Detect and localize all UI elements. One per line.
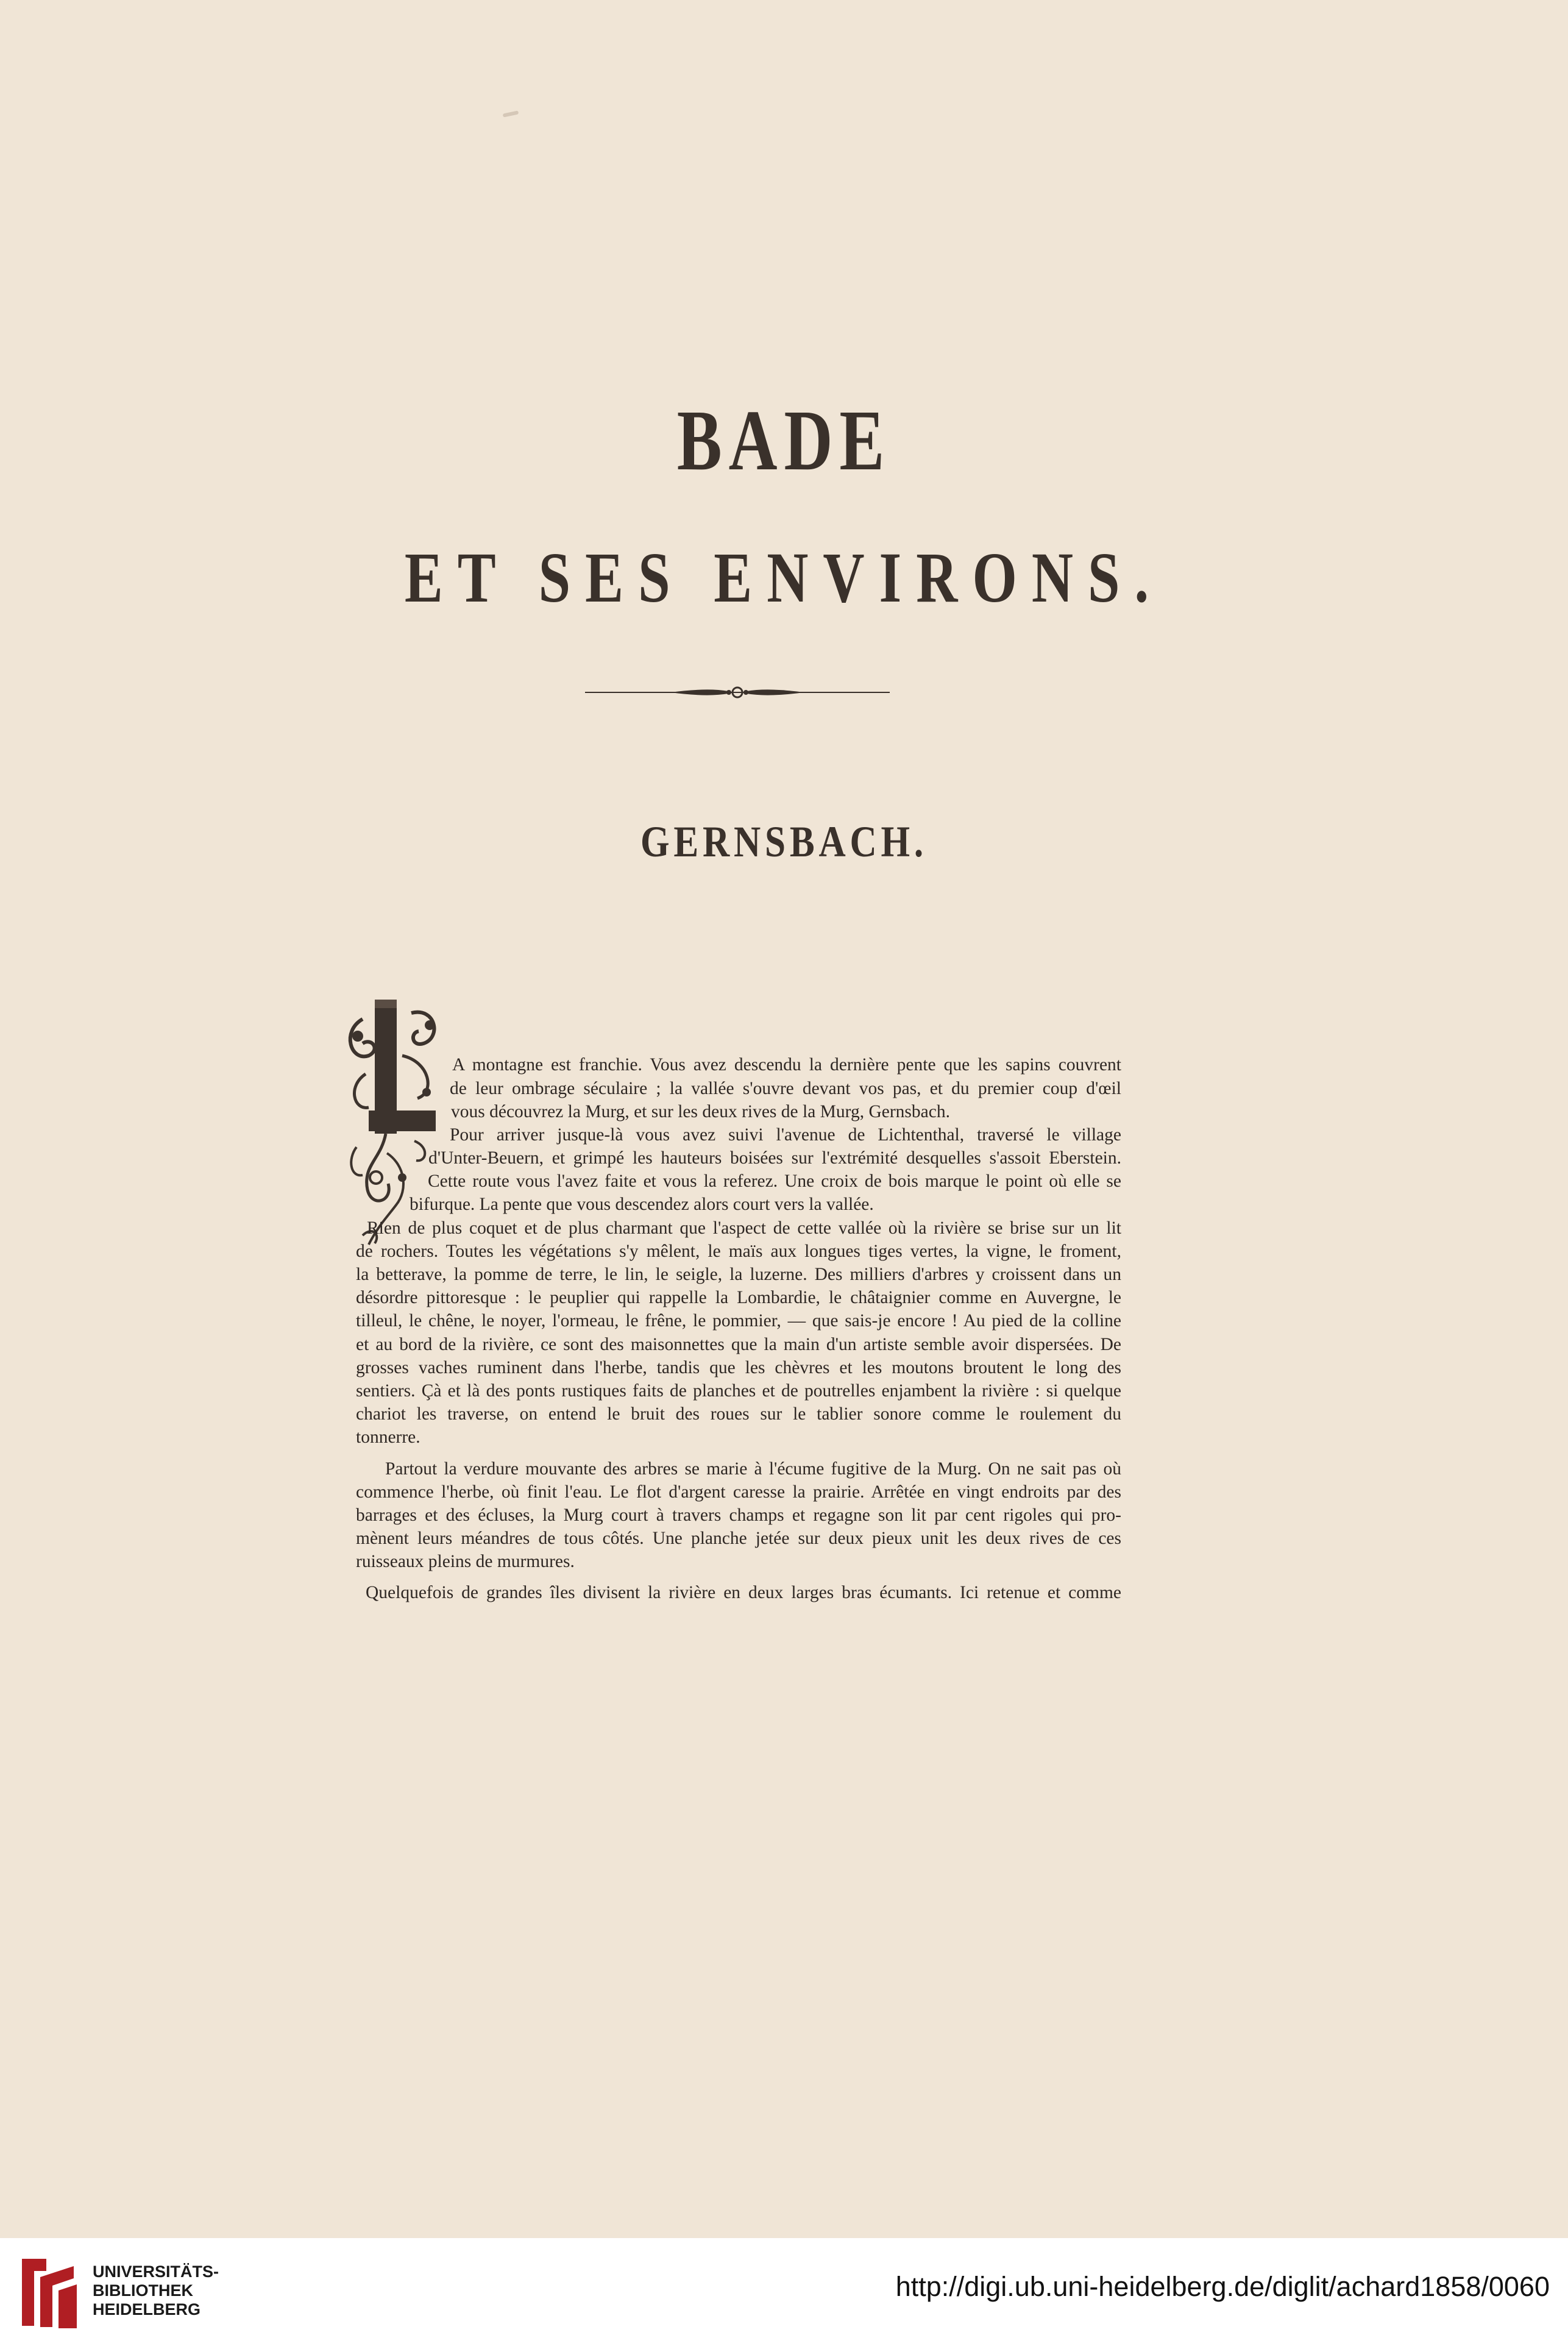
library-name-line: BIBLIOTHEK bbox=[93, 2281, 193, 2300]
text-line: vous découvrez la Murg, et sur les deux rives de la Murg, Gernsbach. bbox=[451, 1102, 950, 1121]
text-line: désordre pittoresque : le peuplier qui rappelle la Lombardie, le châtaignier comme en Auvergne, le bbox=[356, 1288, 1121, 1307]
text-line: d'Unter-Beuern, et grimpé les hauteurs boisées sur l'extrémité desquelles s'assoit Eberstein. bbox=[428, 1148, 1121, 1168]
text-line: de leur ombrage séculaire ; la vallée s'ouvre devant vos pas, et du premier coup d'œil bbox=[450, 1079, 1121, 1098]
text-line: chariot les traverse, on entend le bruit des roues sur le tablier sonore comme le roulement du bbox=[356, 1404, 1121, 1424]
library-logo-icon bbox=[16, 2253, 83, 2333]
text-line: tilleul, le chêne, le noyer, l'ormeau, le frêne, le pommier, — que sais-je encore ! Au pied de la colline bbox=[356, 1311, 1121, 1331]
text-line: Pour arriver jusque-là vous avez suivi l'avenue de Lichtenthal, traversé le village bbox=[450, 1125, 1121, 1145]
text-line: mènent leurs méandres de tous côtés. Une planche jetée sur deux pieux unit les deux rives de ces bbox=[356, 1529, 1121, 1548]
source-url-link[interactable]: http://digi.ub.uni-heidelberg.de/diglit/achard1858/0060 bbox=[895, 2271, 1550, 2302]
page-subtitle: ET SES ENVIRONS. bbox=[404, 538, 1164, 617]
text-line: barrages et des écluses, la Murg court à travers champs et regagne son lit par cent rigoles qui pro- bbox=[356, 1505, 1121, 1525]
text-line: grosses vaches ruminent dans l'herbe, tandis que les chèvres et les moutons broutent le long des bbox=[356, 1358, 1121, 1377]
text-line: commence l'herbe, où finit l'eau. Le flot d'argent caresse la prairie. Arrêtée en vingt endroits par des bbox=[356, 1482, 1121, 1502]
section-title: GERNSBACH. bbox=[640, 817, 928, 866]
text-line: la betterave, la pomme de terre, le lin, le seigle, la luzerne. Des milliers d'arbres y croissent dans un bbox=[356, 1265, 1121, 1284]
text-line: Cette route vous l'avez faite et vous la referez. Une croix de bois marque le point où elle se bbox=[428, 1171, 1121, 1191]
text-line: de rochers. Toutes les végétations s'y mêlent, le maïs aux longues tiges vertes, la vigne, le froment, bbox=[356, 1242, 1121, 1261]
text-line: sentiers. Çà et là des ponts rustiques faits de planches et de poutrelles enjambent la rivière : si quelque bbox=[356, 1381, 1121, 1401]
library-name-line: UNIVERSITÄTS- bbox=[93, 2262, 219, 2281]
text-line: Partout la verdure mouvante des arbres se marie à l'écume fugitive de la Murg. On ne sait pas où bbox=[385, 1459, 1121, 1479]
text-line: ruisseaux pleins de murmures. bbox=[356, 1552, 575, 1571]
text-line: et au bord de la rivière, ce sont des maisonnettes que la main d'un artiste semble avoir dispersées. De bbox=[356, 1335, 1121, 1354]
text-line: bifurque. La pente que vous descendez alors court vers la vallée. bbox=[410, 1195, 874, 1214]
text-line: Quelquefois de grandes îles divisent la rivière en deux larges bras écumants. Ici retenue et comme bbox=[366, 1583, 1121, 1602]
page-title: BADE bbox=[676, 392, 892, 488]
library-name bbox=[93, 2262, 219, 2319]
text-line: Rien de plus coquet et de plus charmant que l'aspect de cette vallée où la rivière se brise sur un lit bbox=[367, 1218, 1121, 1238]
text-line: tonnerre. bbox=[356, 1427, 420, 1447]
text-line: A montagne est franchie. Vous avez descendu la dernière pente que les sapins couvrent bbox=[452, 1055, 1121, 1075]
library-name-line: HEIDELBERG bbox=[93, 2300, 201, 2319]
